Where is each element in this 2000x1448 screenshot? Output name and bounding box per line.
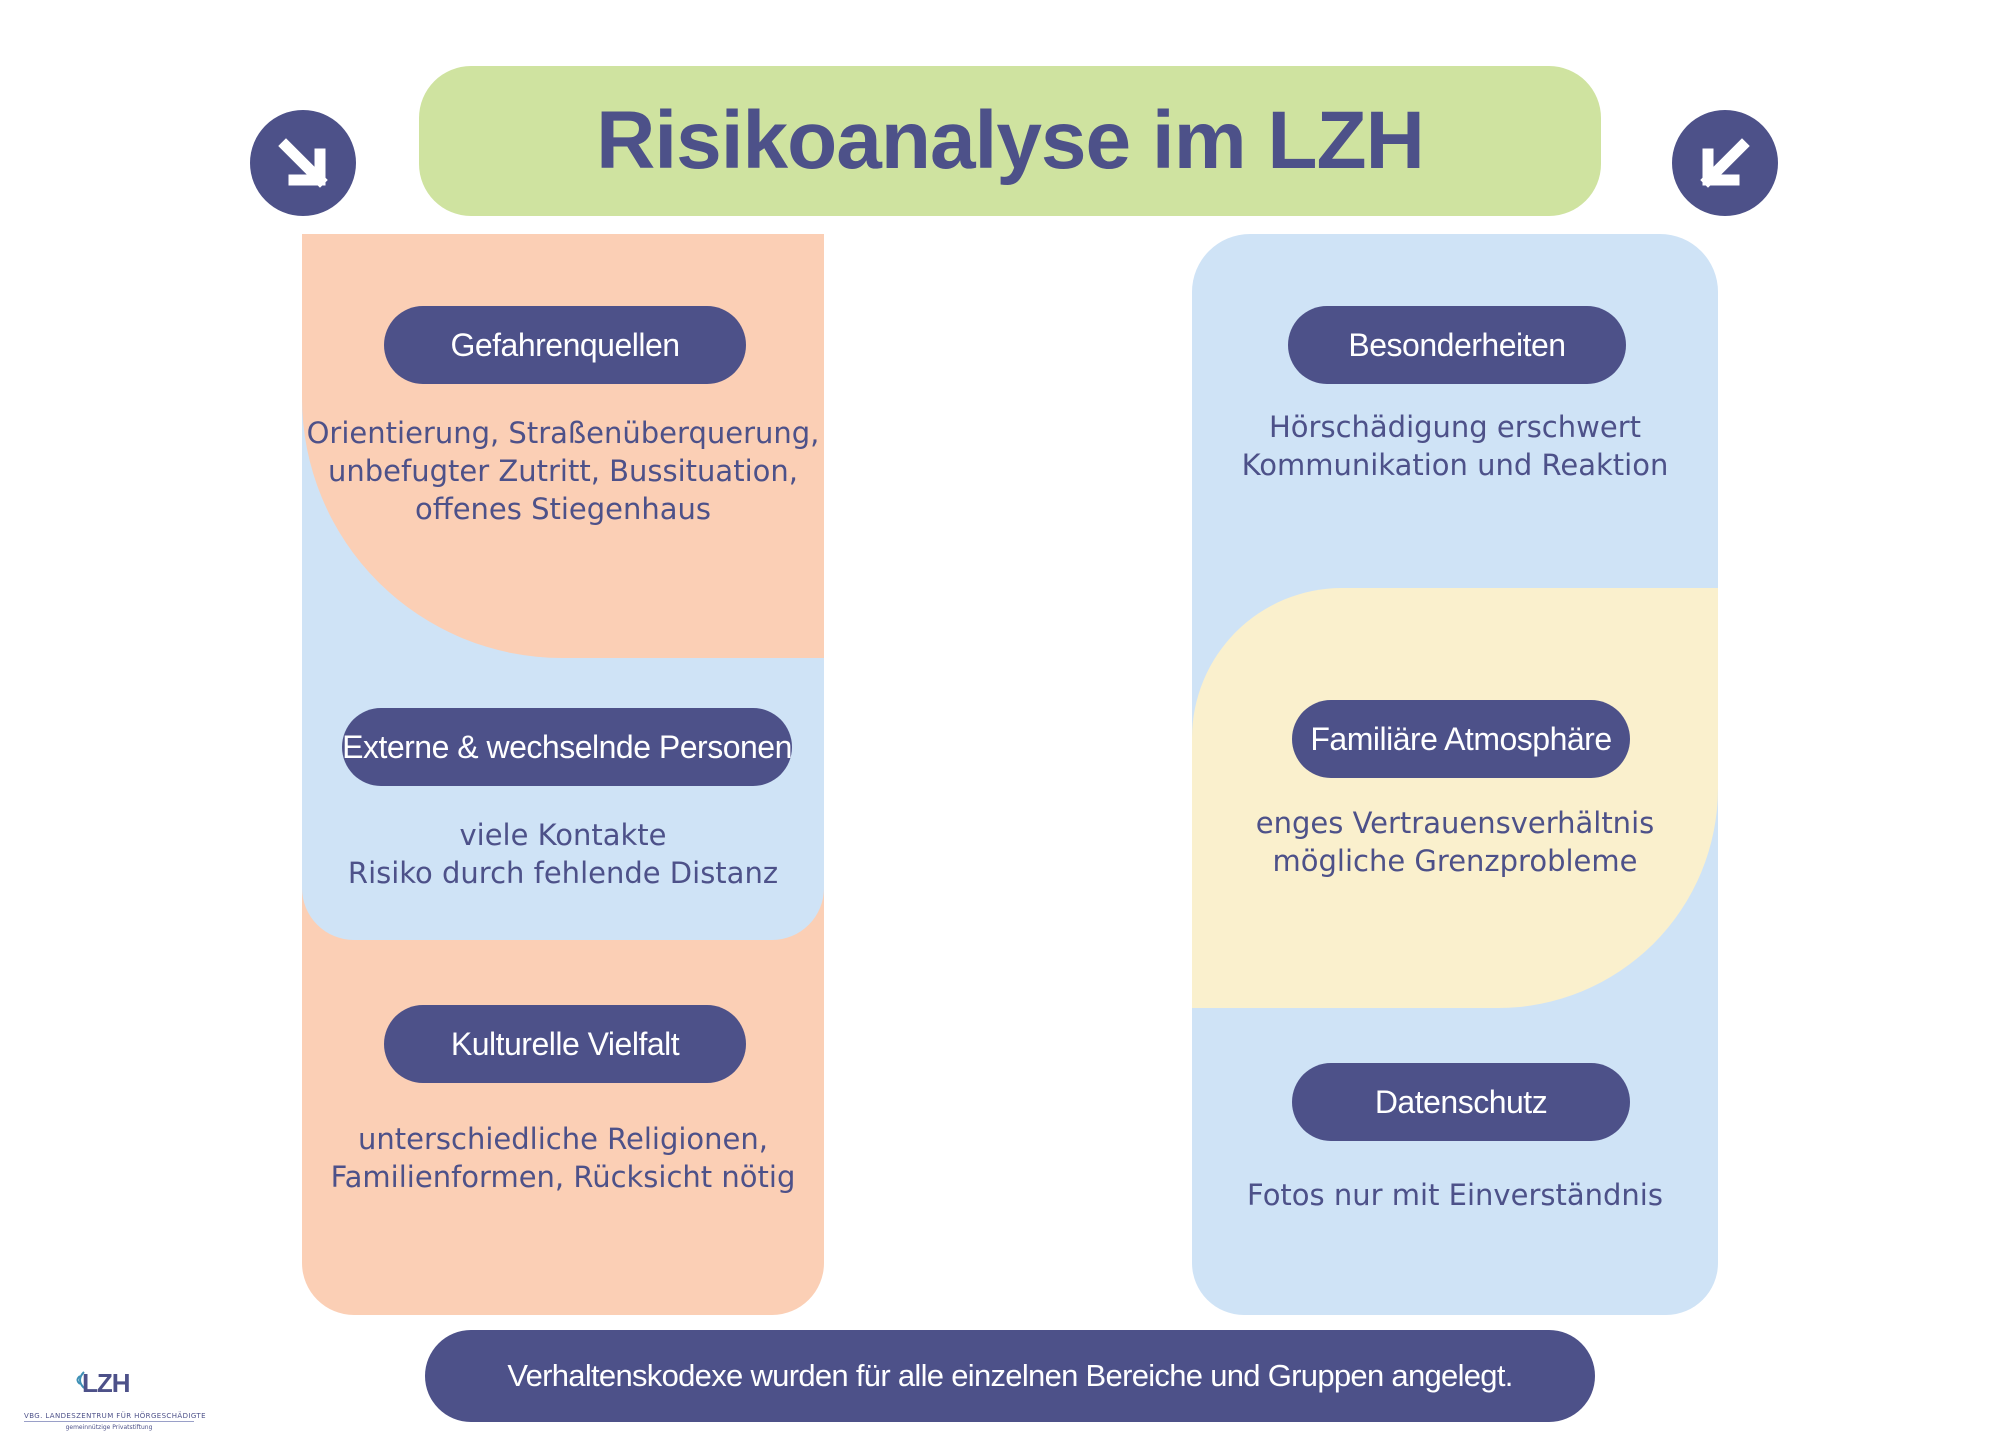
desc-line: offenes Stiegenhaus bbox=[414, 492, 712, 526]
page-title: Risikoanalyse im LZH bbox=[596, 95, 1424, 186]
desc-line: viele Kontakte bbox=[459, 818, 667, 852]
heading-besonderheiten: Besonderheiten bbox=[1288, 306, 1626, 384]
logo-divider bbox=[24, 1421, 194, 1422]
desc-line: unterschiedliche Religionen, bbox=[358, 1122, 768, 1156]
desc-line: Orientierung, Straßenüberquerung, bbox=[306, 416, 820, 450]
left-panel bbox=[302, 234, 824, 1315]
logo-subtitle: gemeinnützige Privatstiftung bbox=[65, 1424, 153, 1431]
desc-line: Risiko durch fehlende Distanz bbox=[347, 856, 779, 890]
logo-mark: LZH bbox=[82, 1368, 130, 1398]
desc-line: unbefugter Zutritt, Bussituation, bbox=[328, 454, 798, 488]
title-banner bbox=[419, 66, 1601, 216]
right-panel-yellow-band bbox=[1192, 588, 1718, 1008]
arrow-down-left-icon bbox=[1672, 110, 1778, 216]
heading-datenschutz: Datenschutz bbox=[1292, 1063, 1630, 1141]
desc-kulturelle-vielfalt bbox=[302, 1120, 824, 1196]
heading-familiaere-atmosphaere: Familiäre Atmosphäre bbox=[1292, 700, 1630, 778]
desc-datenschutz bbox=[1192, 1176, 1718, 1214]
desc-line: Hörschädigung erschwert bbox=[1269, 410, 1641, 444]
desc-besonderheiten bbox=[1192, 408, 1718, 484]
desc-line: Familienformen, Rücksicht nötig bbox=[330, 1160, 796, 1194]
desc-familiaere-atmosphaere bbox=[1192, 804, 1718, 880]
lzh-logo bbox=[24, 1368, 206, 1438]
desc-line: Kommunikation und Reaktion bbox=[1241, 448, 1669, 482]
desc-externe-personen bbox=[302, 816, 824, 892]
desc-line: mögliche Grenzprobleme bbox=[1272, 844, 1638, 878]
right-panel bbox=[1192, 234, 1718, 1315]
footer-banner: Verhaltenskodexe wurden für alle einzelnen Bereiche und Gruppen angelegt. bbox=[425, 1330, 1595, 1422]
desc-gefahrenquellen bbox=[302, 414, 824, 528]
desc-line: enges Vertrauensverhältnis bbox=[1255, 806, 1655, 840]
heading-externe-personen: Externe & wechselnde Personen bbox=[342, 708, 792, 786]
desc-line: Fotos nur mit Einverständnis bbox=[1247, 1178, 1663, 1212]
heading-gefahrenquellen: Gefahrenquellen bbox=[384, 306, 746, 384]
heading-kulturelle-vielfalt: Kulturelle Vielfalt bbox=[384, 1005, 746, 1083]
logo-organization-name: VBG. LANDESZENTRUM FÜR HÖRGESCHÄDIGTE bbox=[24, 1412, 206, 1420]
arrow-down-right-icon bbox=[250, 110, 356, 216]
